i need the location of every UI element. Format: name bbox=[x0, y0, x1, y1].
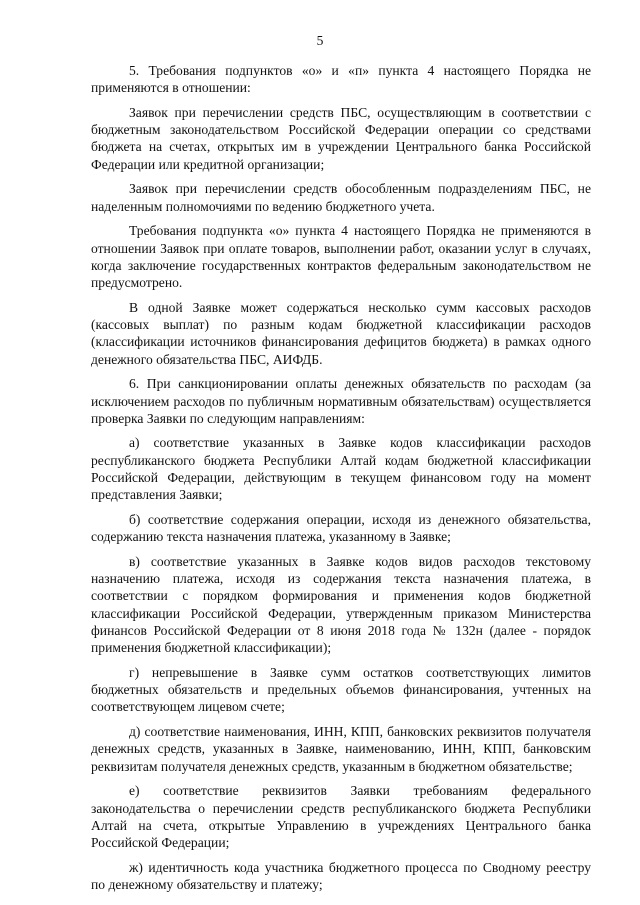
list-item-e: е) соответствие реквизитов Заявки требованиям федерального законодательства о перечислении средств республиканского бюджета Республики Алтай на счета, открытые Управлению в учреждениях Центрального банка Российской Федерации; bbox=[91, 783, 591, 851]
paragraph-6: 6. При санкционировании оплаты денежных обязательств по расходам (за исключением расходов по публичным нормативным обязательствам) осуществляется проверка Заявки по следующим направлениям: bbox=[91, 376, 591, 426]
paragraph-2: Заявок при перечислении средств ПБС, осуществляющим в соответствии с бюджетным законодательством Российской Федерации операции со средствами бюджета на счетах, открытых им в учреждении Центрального банка Российской Федерации или кредитной организации; bbox=[91, 104, 591, 172]
list-item-zh: ж) идентичность кода участника бюджетного процесса по Сводному реестру по денежному обязательству и платежу; bbox=[91, 859, 591, 893]
paragraph-1: 5. Требования подпунктов «о» и «п» пункта 4 настоящего Порядка не применяются в отношении: bbox=[91, 63, 591, 96]
list-item-b: б) соответствие содержания операции, исходя из денежного обязательства, содержанию текста назначения платежа, указанному в Заявке; bbox=[91, 511, 591, 545]
list-item-d: д) соответствие наименования, ИНН, КПП, банковских реквизитов получателя денежных средств, указанных в Заявке, наименованию, ИНН, КПП, банковским реквизитам получателя денежных средств, указанным в бюджетном обязательстве; bbox=[91, 724, 591, 774]
list-item-g: г) непревышение в Заявке сумм остатков соответствующих лимитов бюджетных обязательств и предельных объемов финансирования, учтенных на соответствующем лицевом счете; bbox=[91, 664, 591, 715]
paragraph-5: В одной Заявке может содержаться несколько сумм кассовых расходов (кассовых выплат) по разным кодам бюджетной классификации расходов (классификации источников финансирования дефицитов бюджета) в рамках одного денежного обязательства ПБС, АИФДБ. bbox=[91, 299, 591, 367]
document-body bbox=[91, 62, 591, 901]
page-number: 5 bbox=[316, 33, 324, 48]
list-item-v: в) соответствие указанных в Заявке кодов видов расходов текстовому назначению платежа, исходя из содержания текста назначения платежа, в соответствии с порядком формирования и применения кодов бюджетной классификации Российской Федерации, утвержденным приказом Министерства финансов Российской Федерации от 8 июня 2018 года № 132н (далее - порядок применения бюджетной классификации); bbox=[91, 553, 591, 656]
paragraph-4: Требования подпункта «о» пункта 4 настоящего Порядка не применяются в отношении Заявок при оплате товаров, выполнении работ, оказании услуг в случаях, когда заключение государственных контрактов федеральным законодательством не предусмотрено. bbox=[91, 223, 591, 291]
list-item-a: а) соответствие указанных в Заявке кодов классификации расходов республиканского бюджета Республики Алтай кодам бюджетной классификации Российской Федерации, действующим в текущем финансовом году на момент представления Заявки; bbox=[91, 435, 591, 503]
paragraph-3: Заявок при перечислении средств обособленным подразделениям ПБС, не наделенным полномочиями по ведению бюджетного учета. bbox=[91, 181, 591, 214]
